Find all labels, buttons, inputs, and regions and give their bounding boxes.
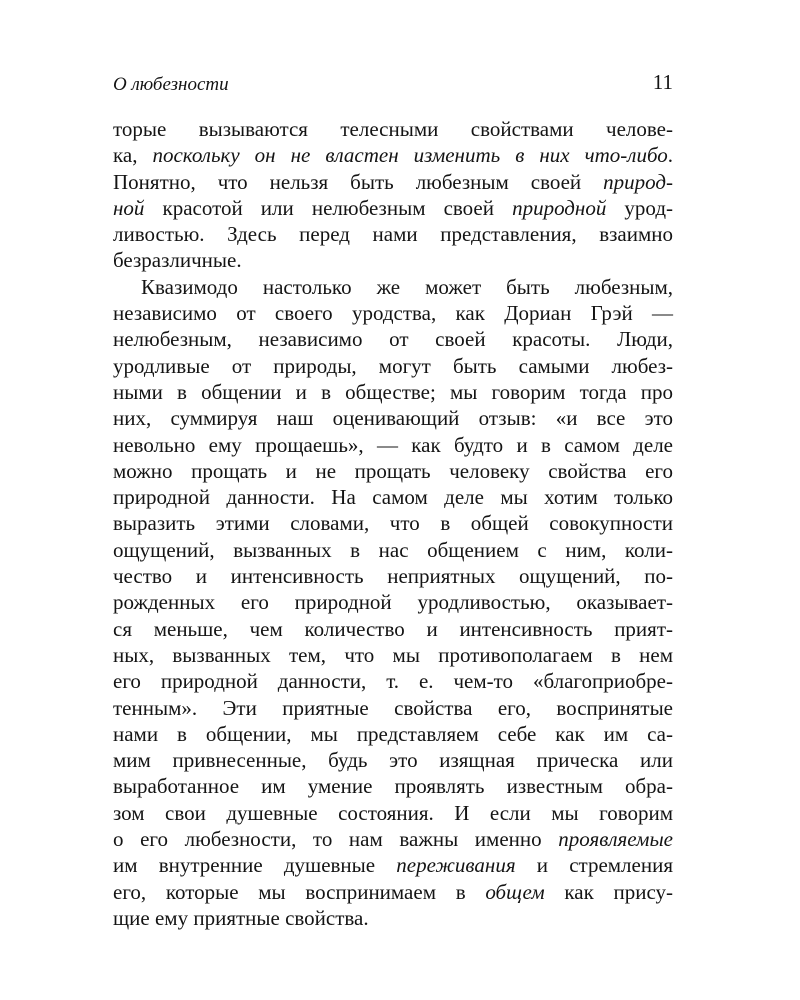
text-line	[113, 432, 673, 458]
text-line	[113, 353, 673, 379]
text-run: о его любезности, то нам важны именно	[113, 827, 559, 852]
text-run: ся меньше, чем количество и интенсивность прият-	[113, 616, 673, 641]
italic-run: поскольку он не властен изменить в них что-либо	[152, 143, 668, 168]
text-line	[113, 247, 673, 273]
text-run: выработанное им умение проявлять известным обра-	[113, 774, 673, 799]
text-run: ных, вызванных тем, что мы противополагаем в нем	[113, 642, 673, 667]
text-line	[113, 695, 673, 721]
text-line	[113, 195, 673, 221]
text-run: как прису-	[544, 879, 674, 904]
page-number: 11	[652, 70, 673, 94]
text-run: торые вызываются телесными свойствами челове-	[113, 117, 673, 141]
body-text	[113, 116, 673, 931]
text-run: им внутренние душевные	[113, 853, 397, 878]
text-run: и стремления	[515, 853, 673, 878]
text-line	[113, 326, 673, 352]
text-run: зом свои душевные состояния. И если мы говорим	[113, 800, 673, 825]
running-header	[113, 68, 673, 98]
text-run: Понятно, что нельзя быть любезным своей	[113, 169, 604, 194]
text-line	[113, 616, 673, 642]
text-line	[113, 537, 673, 563]
text-run: тенным». Эти приятные свойства его, воспринятые	[113, 695, 673, 720]
text-line	[113, 274, 673, 300]
text-run: .	[667, 143, 673, 168]
text-line	[113, 510, 673, 536]
text-run: рожденных его природной уродливостью, оказывает-	[113, 590, 673, 615]
text-run: ливостью. Здесь перед нами представления, взаимно	[113, 222, 673, 247]
text-line	[113, 668, 673, 694]
text-line	[113, 826, 673, 852]
text-line	[113, 484, 673, 510]
text-line	[113, 879, 673, 905]
text-run: красотой или нелюбезным своей	[144, 195, 513, 220]
italic-run: природной	[512, 195, 607, 220]
text-run: выразить этими словами, что в общей совокупности	[113, 511, 673, 536]
italic-run: переживания	[396, 853, 516, 878]
text-run: его, которые мы воспринимаем в	[113, 879, 486, 904]
text-run: Квазимодо настолько же может быть любезным,	[141, 274, 673, 299]
text-run: природной данности. На самом деле мы хотим только	[113, 485, 673, 510]
text-run: чество и интенсивность неприятных ощущений, по-	[113, 564, 673, 589]
italic-run: природ-	[603, 169, 673, 194]
text-line	[113, 747, 673, 773]
text-line	[113, 300, 673, 326]
text-line	[113, 721, 673, 747]
text-line	[113, 221, 673, 247]
text-run: них, суммируя наш оценивающий отзыв: «и все это	[113, 406, 673, 431]
book-page	[113, 68, 674, 930]
text-run: независимо от своего уродства, как Дориан Грэй —	[113, 301, 673, 326]
paragraph	[113, 274, 673, 931]
text-line	[113, 142, 673, 168]
chapter-title: О любезности	[113, 74, 229, 95]
text-line	[113, 800, 673, 826]
text-run: щие ему приятные свойства.	[113, 905, 369, 930]
text-run: нелюбезным, независимо от своей красоты. Люди,	[113, 327, 673, 352]
text-run: безразличные.	[113, 248, 242, 273]
text-run: уродливые от природы, могут быть самыми любез-	[113, 353, 673, 378]
text-line	[113, 379, 673, 405]
text-line	[113, 642, 673, 668]
text-line	[113, 905, 673, 931]
text-run: мим привнесенные, будь это изящная прическа или	[113, 748, 673, 773]
text-run: нами в общении, мы представляем себе как им са-	[113, 721, 673, 746]
text-run: ощущений, вызванных в нас общением с ним, коли-	[113, 537, 673, 562]
text-run: его природной данности, т. е. чем-то «благоприобре-	[113, 669, 673, 694]
italic-run: ной	[113, 195, 145, 220]
text-line	[113, 773, 673, 799]
text-run: можно прощать и не прощать человеку свойства его	[113, 458, 673, 483]
text-line	[113, 852, 673, 878]
text-run: невольно ему прощаешь», — как будто и в самом деле	[113, 432, 673, 457]
paragraph	[113, 116, 673, 274]
text-line	[113, 589, 673, 615]
text-line	[113, 116, 673, 142]
text-run: ка,	[113, 143, 153, 168]
text-line	[113, 169, 673, 195]
italic-run: проявляемые	[558, 827, 673, 852]
text-run: урод-	[606, 195, 674, 220]
text-line	[113, 405, 673, 431]
text-line	[113, 458, 673, 484]
text-line	[113, 563, 673, 589]
italic-run: общем	[485, 879, 545, 904]
text-run: ными в общении и в обществе; мы говорим тогда про	[113, 379, 673, 404]
